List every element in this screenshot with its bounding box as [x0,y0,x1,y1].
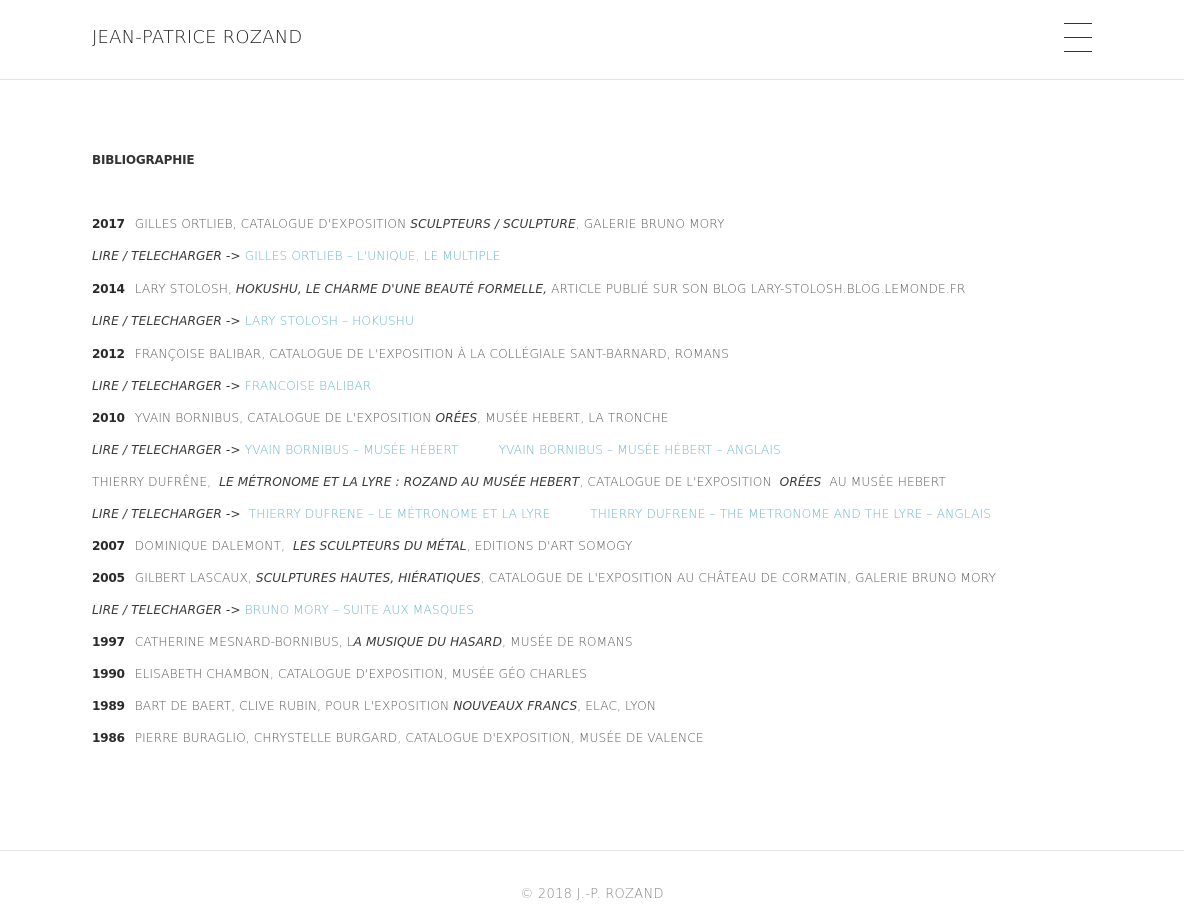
download-link-balibar[interactable]: FRANCOISE BALIBAR [244,379,372,393]
entry-2010 [92,408,1092,440]
entry-work-title: SCULPTEURS / SCULPTURE [410,217,576,231]
entry-text: FRANÇOISE BALIBAR, CATALOGUE DE L'EXPOSITION À LA COLLÉGIALE SANT-BARNARD, ROMANS [134,347,730,361]
entry-text: LARY STOLOSH, [134,282,232,296]
download-link-dufrene-english[interactable]: THIERRY DUFRENE – THE METRONOME AND THE LYRE – ANGLAIS [590,507,992,521]
hamburger-line [1064,51,1092,52]
entry-work-title: ORÉES [779,475,822,489]
entry-work-title: SCULPTURES HAUTES, HIÉRATIQUES [255,571,481,585]
entry-1989 [92,696,1092,728]
entry-text: CATHERINE MESNARD-BORNIBUS, L [134,635,354,649]
entry-text: DOMINIQUE DALEMONT, [134,539,286,553]
download-link-mory[interactable]: BRUNO MORY – SUITE AUX MASQUES [244,603,475,617]
entry-text: , ELAC, LYON [577,699,657,713]
entry-text: , GALERIE BRUNO MORY [575,217,725,231]
download-link-bornibus[interactable]: YVAIN BORNIBUS – MUSÉE HÉBERT [244,443,459,457]
download-link-ortlieb[interactable]: GILLES ORTLIEB – L'UNIQUE, LE MULTIPLE [244,249,501,263]
site-title[interactable]: JEAN-PATRICE ROZAND [92,27,303,48]
entry-2017 [92,214,1092,246]
download-label: LIRE / TELECHARGER -> [92,249,241,263]
entry-2007 [92,536,1092,568]
entry-text: PIERRE BURAGLIO, CHRYSTELLE BURGARD, CATALOGUE D'EXPOSITION, MUSÉE DE VALENCE [134,731,704,745]
copyright-text: © 2018 J.-P. ROZAND [520,887,664,902]
download-row-2017 [92,246,1092,279]
entry-text: YVAIN BORNIBUS, CATALOGUE DE L'EXPOSITION [134,411,432,425]
download-label: LIRE / TELECHARGER -> [92,443,241,457]
bibliography-list [92,214,1092,760]
entry-year: 1989 [92,699,125,713]
entry-2005 [92,568,1092,600]
download-label: LIRE / TELECHARGER -> [92,507,241,521]
download-label: LIRE / TELECHARGER -> [92,314,241,328]
section-title: BIBLIOGRAPHIE [92,153,195,167]
entry-text: ARTICLE PUBLIÉ SUR SON BLOG LARY-STOLOSH.BLOG.LEMONDE.FR [551,282,966,296]
download-link-dufrene[interactable]: THIERRY DUFRENE – LE MÉTRONOME ET LA LYRE [248,507,551,521]
bibliography-section [92,150,1092,745]
download-link-stolosh[interactable]: LARY STOLOSH – HOKUSHU [244,314,414,328]
entry-text: ELISABETH CHAMBON, CATALOGUE D'EXPOSITION, MUSÉE GÉO CHARLES [134,667,587,681]
download-row-2012 [92,376,1092,408]
entry-text: , CATALOGUE DE L'EXPOSITION [579,475,772,489]
entry-work-title: LE MÉTRONOME ET LA LYRE : ROZAND AU MUSÉE HEBERT [219,475,580,489]
entry-year: 2005 [92,571,125,585]
site-footer [0,850,1184,923]
entry-text: , EDITIONS D'ART SOMOGY [466,539,633,553]
entry-year: 2010 [92,411,125,425]
entry-text: BART DE BAERT, CLIVE RUBIN, POUR L'EXPOSITION [134,699,450,713]
entry-year: 2017 [92,217,125,231]
entry-year: 1997 [92,635,125,649]
entry-work-title: NOUVEAUX FRANCS [453,699,578,713]
download-link-bornibus-english[interactable]: YVAIN BORNIBUS – MUSÉE HÉBERT – ANGLAIS [498,443,781,457]
download-row-2005 [92,600,1092,632]
entry-1990 [92,664,1092,696]
download-row-dufrene [92,504,1092,536]
entry-work-title: HOKUSHU, LE CHARME D'UNE BEAUTÉ FORMELLE, [235,282,548,296]
download-row-2010 [92,440,1092,472]
hamburger-line [1064,23,1092,24]
entry-1986 [92,728,1092,760]
entry-text: , MUSÉE DE ROMANS [502,635,633,649]
entry-2012 [92,344,1092,376]
entry-year: 2012 [92,347,125,361]
entry-year: 2007 [92,539,125,553]
site-header [0,0,1184,80]
entry-text: GILBERT LASCAUX, [134,571,252,585]
hamburger-icon[interactable] [1064,23,1092,52]
entry-1997 [92,632,1092,664]
entry-year: 1986 [92,731,125,745]
download-label: LIRE / TELECHARGER -> [92,603,241,617]
entry-year: 1990 [92,667,125,681]
entry-work-title: LES SCULPTEURS DU MÉTAL [293,539,467,553]
entry-dufrene [92,472,1092,504]
download-row-2014 [92,311,1092,344]
entry-work-title: A MUSIQUE DU HASARD [353,635,503,649]
entry-text: , MUSÉE HEBERT, LA TRONCHE [477,411,669,425]
entry-text: THIERRY DUFRÊNE, [92,475,212,489]
entry-text: GILLES ORTLIEB, CATALOGUE D'EXPOSITION [134,217,407,231]
entry-2014 [92,279,1092,311]
entry-work-title: ORÉES [435,411,478,425]
entry-text: , CATALOGUE DE L'EXPOSITION AU CHÂTEAU DE CORMATIN, GALERIE BRUNO MORY [480,571,997,585]
download-label: LIRE / TELECHARGER -> [92,379,241,393]
entry-text: AU MUSÉE HEBERT [829,475,946,489]
entry-year: 2014 [92,282,125,296]
hamburger-line [1064,37,1092,38]
